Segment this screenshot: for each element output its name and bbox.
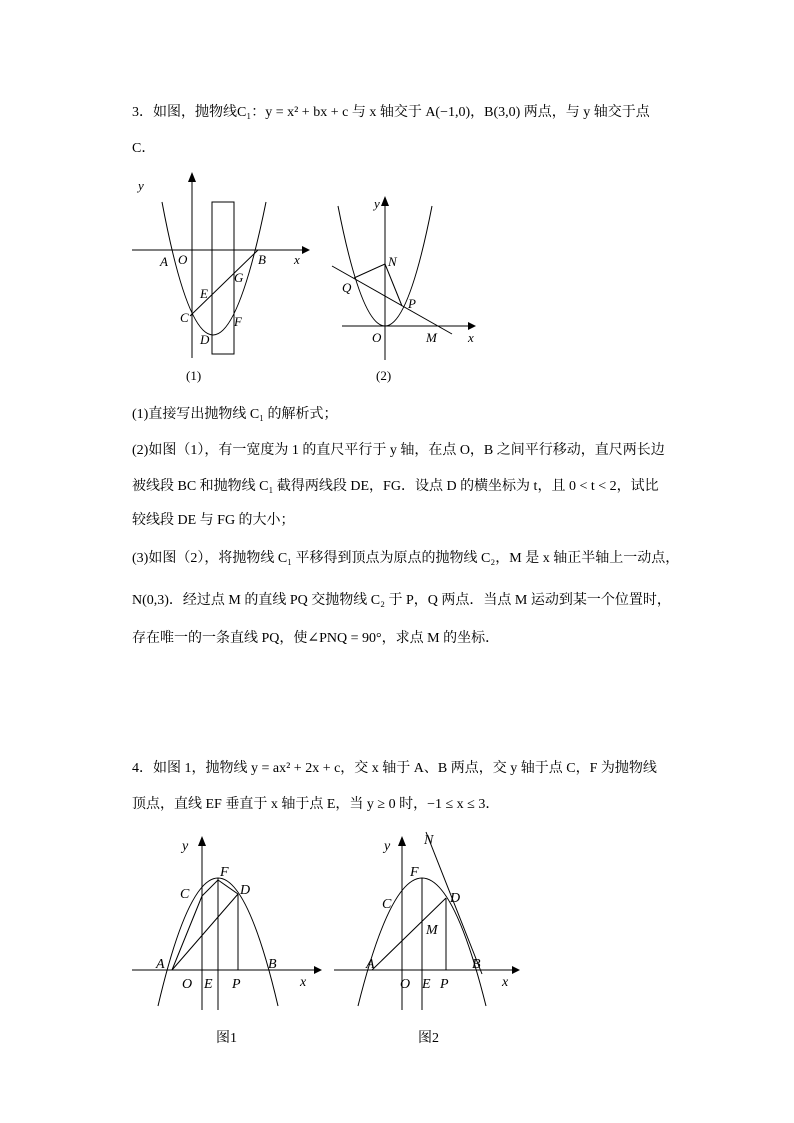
- y-axis-arrow: [198, 836, 206, 846]
- y-axis-label: y: [384, 839, 391, 854]
- y-axis-arrow: [398, 836, 406, 846]
- point-m-label: M: [426, 923, 438, 938]
- point-c-label: C: [382, 897, 392, 912]
- x-axis-arrow: [512, 966, 520, 974]
- p3-question-3-line2: N(0,3)．经过点 M 的直线 PQ 交抛物线 C₂ 于 P，Q 两点．当点 M 运动到某一个位置时，: [132, 593, 671, 608]
- point-e-label: E: [422, 977, 431, 992]
- x-axis-label: x: [502, 975, 509, 990]
- point-p-label: P: [232, 977, 241, 992]
- point-c-label: C: [180, 887, 190, 902]
- p3-statement-line1: 3．如图，抛物线C₁：y = x² + bx + c 与 x 轴交于 A(−1,0)，B(3,0) 两点，与 y 轴交于点: [132, 105, 650, 120]
- point-o-label: O: [400, 977, 411, 992]
- segment-np: [385, 264, 402, 306]
- y-axis-arrow: [188, 172, 196, 182]
- x-axis-label: x: [468, 330, 474, 345]
- p3-figure-2: [328, 190, 480, 386]
- p3-fig1-caption: (1): [186, 368, 202, 383]
- point-d-label: D: [200, 332, 210, 347]
- segment-cf: [202, 880, 218, 896]
- point-n-label: N: [388, 254, 397, 269]
- point-c-label: C: [180, 310, 189, 325]
- p4-figure-2: [332, 822, 528, 1054]
- p3-statement-line2: C．: [132, 141, 156, 156]
- point-d-label: D: [450, 891, 461, 906]
- point-f-label: F: [220, 865, 229, 880]
- point-a-label: A: [366, 957, 375, 972]
- p4-statement-line1: 4．如图 1，抛物线 y = ax² + 2x + c，交 x 轴于 A、B 两点，交 y 轴于点 C，F 为抛物线: [132, 761, 657, 776]
- point-d-label: D: [240, 883, 251, 898]
- point-b-label: B: [258, 252, 266, 267]
- point-f-label: F: [234, 314, 242, 329]
- point-e-label: E: [204, 977, 213, 992]
- point-b-label: B: [268, 957, 277, 972]
- point-a-label: A: [160, 254, 168, 269]
- point-m-label: M: [426, 330, 437, 345]
- x-axis-label: x: [300, 975, 307, 990]
- p4-fig1-caption: 图1: [216, 1031, 237, 1046]
- point-o-label: O: [372, 330, 382, 345]
- point-a-label: A: [156, 957, 165, 972]
- p3-figure-1: [130, 168, 310, 388]
- segment-ad: [172, 894, 238, 970]
- segment-bc: [190, 250, 258, 316]
- point-o-label: O: [182, 977, 193, 992]
- x-axis-arrow: [468, 322, 476, 330]
- point-p-label: P: [408, 296, 416, 311]
- x-axis-arrow: [314, 966, 322, 974]
- p4-fig2-caption: 图2: [418, 1031, 439, 1046]
- point-p-label: P: [440, 977, 449, 992]
- p3-question-1: (1)直接写出抛物线 C₁ 的解析式；: [132, 407, 338, 422]
- p3-question-3-line1: (3)如图（2），将抛物线 C₁ 平移得到顶点为原点的抛物线 C₂，M 是 x 轴正半轴上一动点，: [132, 551, 680, 566]
- point-b-label: B: [472, 957, 481, 972]
- point-g-label: G: [234, 270, 244, 285]
- y-axis-label: y: [138, 178, 144, 193]
- p4-statement-line2: 顶点，直线 EF 垂直于 x 轴于点 E，当 y ≥ 0 时，−1 ≤ x ≤ 3．: [132, 797, 500, 812]
- segment-ac: [172, 896, 202, 970]
- ruler-rect: [212, 202, 234, 354]
- parabola-c1: [162, 202, 266, 335]
- y-axis-label: y: [374, 196, 380, 211]
- point-o-label: O: [178, 252, 188, 267]
- p3-fig2-caption: (2): [376, 368, 392, 383]
- point-n-label: N: [424, 833, 434, 848]
- point-f-label: F: [410, 865, 419, 880]
- point-q-label: Q: [342, 280, 352, 295]
- y-axis-label: y: [182, 839, 189, 854]
- point-e-label: E: [200, 286, 208, 301]
- p3-question-2-line1: (2)如图（1），有一宽度为 1 的直尺平行于 y 轴，在点 O，B 之间平行移动，直尺两长边: [132, 443, 665, 458]
- segment-qn: [354, 264, 385, 278]
- p3-question-2-line3: 较线段 DE 与 FG 的大小；: [132, 513, 295, 528]
- p4-figure-1: [130, 830, 326, 1054]
- p3-question-3-line3: 存在唯一的一条直线 PQ，使∠PNQ = 90°，求点 M 的坐标．: [132, 631, 500, 646]
- x-axis-label: x: [294, 252, 300, 267]
- p3-question-2-line2: 被线段 BC 和抛物线 C₁ 截得两线段 DE，FG．设点 D 的横坐标为 t，且 0 < t < 2，试比: [132, 479, 659, 494]
- x-axis-arrow: [302, 246, 310, 254]
- y-axis-arrow: [381, 196, 389, 206]
